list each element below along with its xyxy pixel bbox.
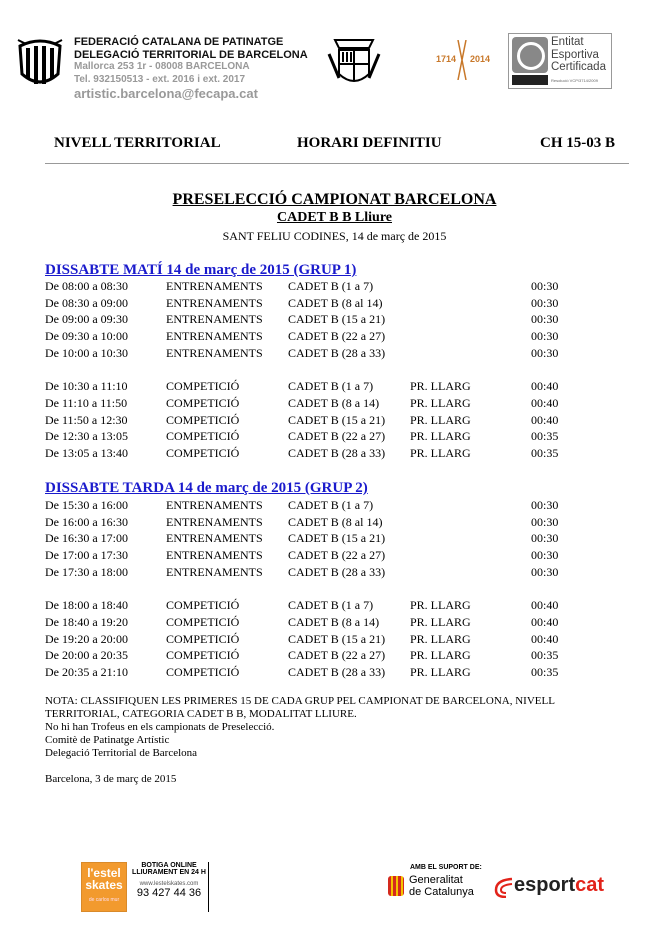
certified-entity-logo: [508, 33, 612, 89]
generalitat-logo: [409, 875, 474, 898]
org-phone: Tel. 932150513 - ext. 2016 i ext. 2017: [74, 73, 246, 85]
time-slot: De 17:30 a 18:00: [45, 564, 128, 579]
shop-line2: LLIURAMENT EN 24 H: [132, 869, 206, 876]
program: PR. LLARG: [410, 379, 471, 394]
support-label: AMB EL SUPORT DE:: [410, 864, 482, 871]
program: PR. LLARG: [410, 664, 471, 679]
estel-skates-logo: [81, 862, 127, 912]
activity: ENTRENAMENTS: [166, 498, 263, 512]
category-group: CADET B (1 a 7): [288, 498, 374, 512]
group-2-heading: DISSABTE TARDA 14 de març de 2015 (GRUP 2): [45, 480, 368, 496]
duration: 00:30: [531, 329, 559, 344]
time-slot: De 16:00 a 16:30: [45, 514, 128, 529]
category-group: CADET B (8 al 14): [288, 514, 383, 529]
category-group: CADET B (22 a 27): [288, 429, 386, 444]
org-name: FEDERACIÓ CATALANA DE PATINATGE: [74, 36, 284, 48]
org-delegation: DELEGACIÓ TERRITORIAL DE BARCELONA: [74, 48, 308, 61]
category-group: CADET B (1 a 7): [288, 379, 374, 394]
category-group: CADET B (28 a 33): [288, 664, 386, 679]
duration: 00:30: [531, 564, 559, 579]
shop-web[interactable]: www.lestelskates.com: [139, 881, 199, 887]
duration: 00:30: [531, 295, 559, 310]
activity: COMPETICIÓ: [166, 598, 240, 613]
note-committee: Comitè de Patinatge Artístic: [45, 734, 170, 746]
logo-2014: 2014: [470, 54, 491, 64]
category-group: CADET B (22 a 27): [288, 548, 386, 563]
program: PR. LLARG: [410, 648, 471, 663]
program: PR. LLARG: [410, 631, 471, 646]
activity: COMPETICIÓ: [166, 664, 240, 679]
note-date: Barcelona, 3 de març de 2015: [45, 773, 177, 785]
estel-shop-info: [130, 862, 209, 912]
time-slot: De 20:00 a 20:35: [45, 648, 128, 663]
program: PR. LLARG: [410, 614, 471, 629]
time-slot: De 18:40 a 19:20: [45, 614, 128, 629]
program: PR. LLARG: [410, 445, 471, 460]
duration: 00:35: [531, 445, 559, 460]
group-1-heading: DISSABTE MATÍ 14 de març de 2015 (GRUP 1): [45, 262, 357, 278]
program: PR. LLARG: [410, 412, 471, 427]
duration: 00:40: [531, 412, 559, 427]
activity: ENTRENAMENTS: [166, 548, 263, 563]
duration: 00:40: [531, 598, 559, 613]
program: PR. LLARG: [410, 598, 471, 613]
divider: [45, 163, 629, 164]
category-group: CADET B (15 a 21): [288, 412, 386, 427]
generalitat-icon: [388, 876, 404, 896]
duration: 00:40: [531, 614, 559, 629]
time-slot: De 18:00 a 18:40: [45, 598, 128, 613]
duration: 00:35: [531, 648, 559, 663]
time-slot: De 09:00 a 09:30: [45, 312, 128, 327]
time-slot: De 10:30 a 11:10: [45, 379, 128, 394]
time-slot: De 16:30 a 17:00: [45, 531, 128, 546]
federation-header: [74, 36, 308, 102]
duration: 00:30: [531, 514, 559, 529]
q-quality-icon: [512, 37, 548, 73]
esportcat-swoosh-icon: [492, 876, 514, 898]
activity: COMPETICIÓ: [166, 614, 240, 629]
duration: 00:35: [531, 429, 559, 444]
category-group: CADET B (15 a 21): [288, 631, 386, 646]
event-place-date: SANT FELIU CODINES, 14 de març de 2015: [222, 229, 447, 243]
note-qualification: NOTA: CLASSIFIQUEN LES PRIMERES 15 DE CADA GRUP PEL CAMPIONAT DE BARCELONA, NIVELL TERRITORIAL, CATEGORIA CADET B B, MODALITAT LLIURE.: [45, 695, 555, 720]
duration: 00:30: [531, 279, 559, 293]
activity: ENTRENAMENTS: [166, 312, 263, 327]
category-group: CADET B (22 a 27): [288, 648, 386, 663]
note-trophies: No hi han Trofeus en els campionats de Preselecció.: [45, 721, 275, 733]
shop-line1: BOTIGA ONLINE: [141, 862, 197, 869]
cert-line3: Certificada: [551, 61, 606, 73]
activity: ENTRENAMENTS: [166, 279, 263, 293]
category-group: CADET B (28 a 33): [288, 445, 386, 460]
duration: 00:30: [531, 531, 559, 546]
duration: 00:35: [531, 664, 559, 679]
esportcat-logo: [514, 874, 604, 897]
cert-resolution: Resolució VCP/3714/2009: [551, 78, 598, 83]
notes: [45, 695, 605, 786]
activity: COMPETICIÓ: [166, 429, 240, 444]
schedule-status: HORARI DEFINITIU: [297, 135, 442, 151]
cert-line2: Esportiva: [551, 48, 599, 61]
time-slot: De 08:30 a 09:00: [45, 295, 128, 310]
esport-text: esport: [514, 874, 576, 896]
activity: COMPETICIÓ: [166, 631, 240, 646]
activity: COMPETICIÓ: [166, 379, 240, 394]
time-slot: De 08:00 a 08:30: [45, 279, 128, 293]
category-group: CADET B (8 a 14): [288, 395, 380, 410]
category-group: CADET B (8 a 14): [288, 614, 380, 629]
activity: ENTRENAMENTS: [166, 514, 263, 529]
time-slot: De 13:05 a 13:40: [45, 445, 128, 460]
activity: COMPETICIÓ: [166, 395, 240, 410]
org-address: Mallorca 253 1r - 08008 BARCELONA: [74, 61, 250, 72]
time-slot: De 11:50 a 12:30: [45, 412, 128, 427]
estel-line2: skates: [85, 878, 123, 892]
document-code: CH 15-03 B: [540, 135, 615, 151]
shop-phone: 93 427 44 36: [136, 887, 202, 899]
time-slot: De 20:35 a 21:10: [45, 664, 128, 679]
time-slot: De 19:20 a 20:00: [45, 631, 128, 646]
time-slot: De 10:00 a 10:30: [45, 345, 128, 360]
duration: 00:30: [531, 498, 559, 512]
gen-line2: de Catalunya: [409, 885, 474, 898]
category-group: CADET B (15 a 21): [288, 531, 386, 546]
category-group: CADET B (1 a 7): [288, 279, 374, 293]
event-category: CADET B B Lliure: [276, 210, 392, 225]
estel-line1: l'estel: [87, 866, 121, 880]
barcelona-crest-logo: [325, 34, 383, 92]
estel-line3: de carlos mur: [88, 897, 120, 903]
gen-line1: Generalitat: [409, 874, 463, 886]
note-delegation: Delegació Territorial de Barcelona: [45, 747, 198, 759]
logo-1714: 1714: [436, 54, 457, 64]
activity: ENTRENAMENTS: [166, 345, 263, 360]
category-group: CADET B (22 a 27): [288, 329, 386, 344]
activity: ENTRENAMENTS: [166, 564, 263, 579]
category-group: CADET B (28 a 33): [288, 345, 386, 360]
time-slot: De 15:30 a 16:00: [45, 498, 128, 512]
duration: 00:40: [531, 631, 559, 646]
duration: 00:30: [531, 548, 559, 563]
activity: COMPETICIÓ: [166, 445, 240, 460]
activity: COMPETICIÓ: [166, 412, 240, 427]
tricentenary-logo: [434, 40, 494, 80]
category-group: CADET B (1 a 7): [288, 598, 374, 613]
program: PR. LLARG: [410, 429, 471, 444]
activity: COMPETICIÓ: [166, 648, 240, 663]
activity: ENTRENAMENTS: [166, 295, 263, 310]
duration: 00:30: [531, 312, 559, 327]
org-email[interactable]: artistic.barcelona@fecapa.cat: [74, 86, 258, 101]
time-slot: De 17:00 a 17:30: [45, 548, 128, 563]
program: PR. LLARG: [410, 395, 471, 410]
time-slot: De 09:30 a 10:00: [45, 329, 128, 344]
level-label: NIVELL TERRITORIAL: [54, 135, 221, 151]
category-group: CADET B (28 a 33): [288, 564, 386, 579]
time-slot: De 11:10 a 11:50: [45, 395, 128, 410]
duration: 00:40: [531, 395, 559, 410]
duration: 00:40: [531, 379, 559, 394]
federation-crest-logo: [12, 34, 68, 90]
activity: ENTRENAMENTS: [166, 531, 263, 546]
cert-line1: Entitat: [551, 36, 584, 48]
time-slot: De 12:30 a 13:05: [45, 429, 128, 444]
event-title: PRESELECCIÓ CAMPIONAT BARCELONA: [172, 191, 497, 208]
category-group: CADET B (8 al 14): [288, 295, 383, 310]
duration: 00:30: [531, 345, 559, 360]
activity: ENTRENAMENTS: [166, 329, 263, 344]
cat-text: cat: [575, 874, 605, 896]
category-group: CADET B (15 a 21): [288, 312, 386, 327]
